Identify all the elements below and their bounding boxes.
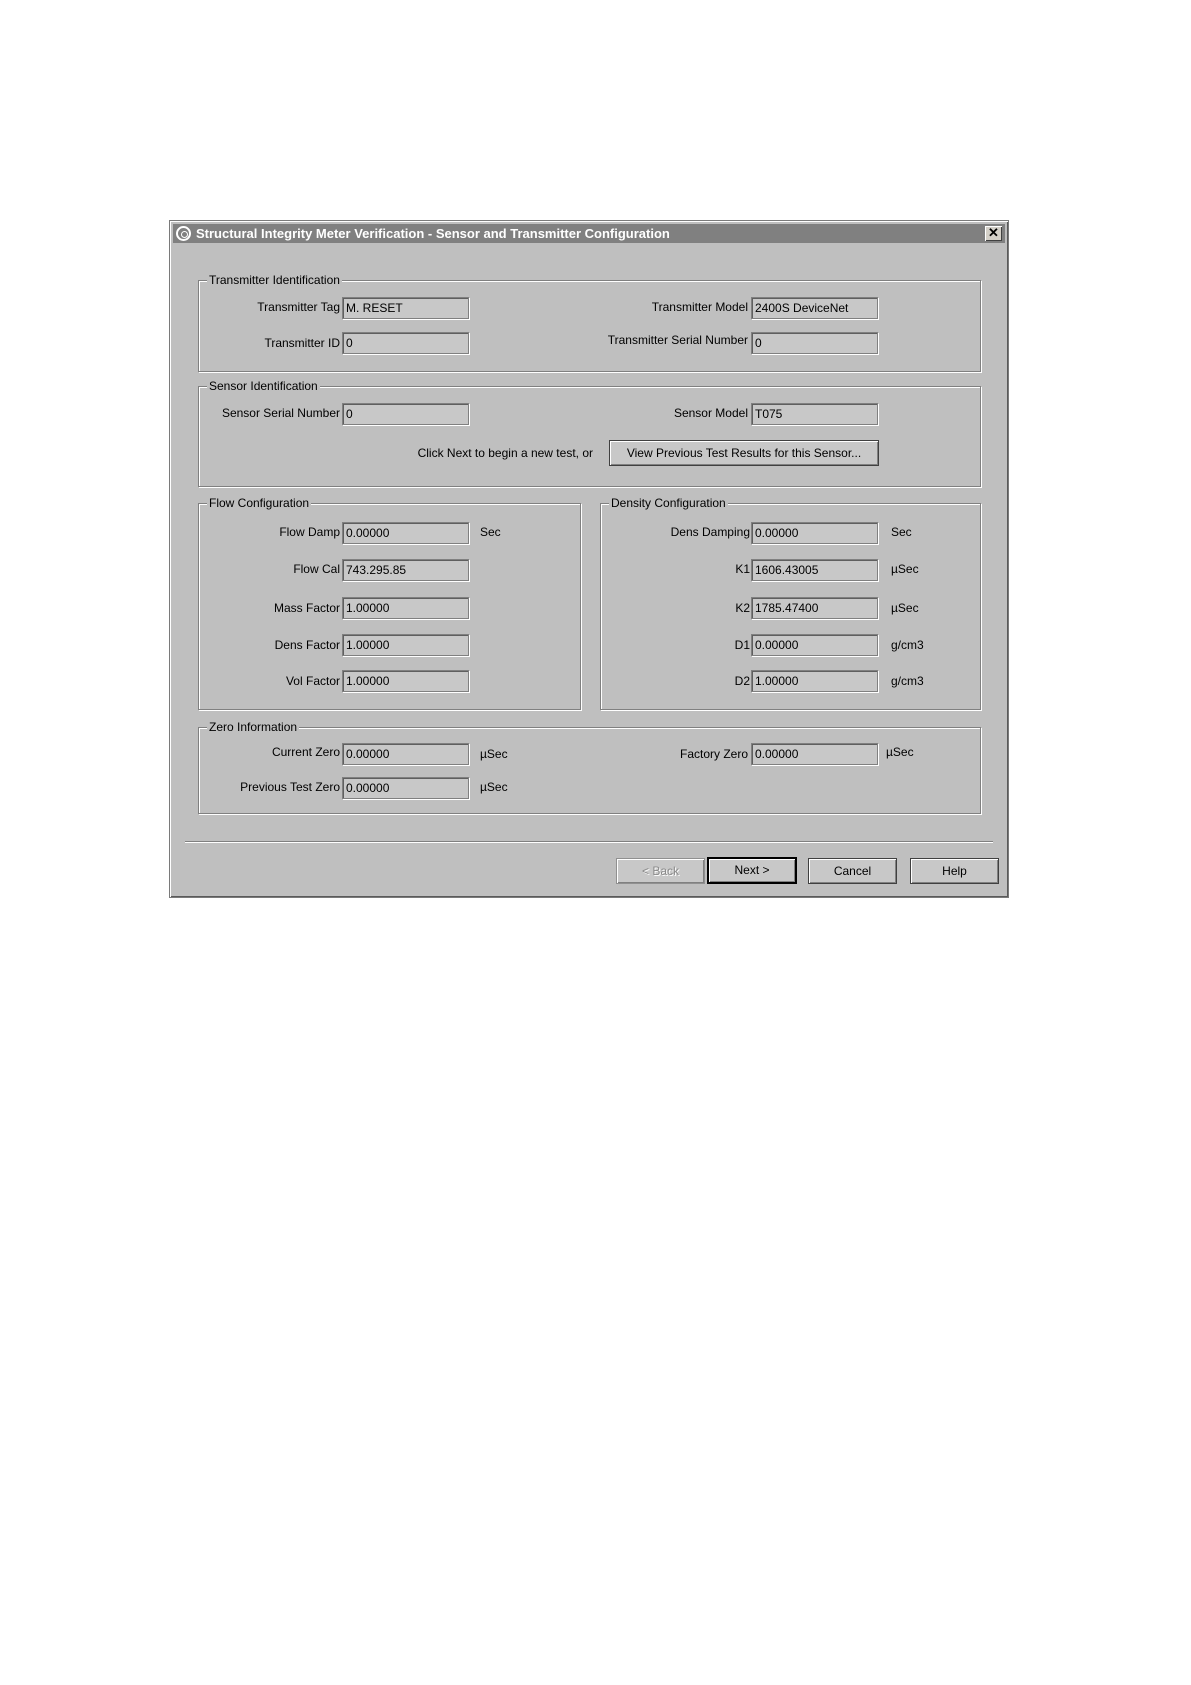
flow-damp-label: Flow Damp: [279, 525, 340, 539]
transmitter-identification-legend: Transmitter Identification: [209, 273, 340, 287]
transmitter-serial-number-label: Transmitter Serial Number: [607, 333, 748, 347]
previous-test-zero-label: Previous Test Zero: [240, 780, 340, 794]
factory-zero-field[interactable]: 0.00000: [751, 743, 878, 765]
flow-damp-field[interactable]: 0.00000: [342, 522, 469, 544]
window-title: Structural Integrity Meter Verification - Sensor and Transmitter Configuration: [196, 226, 670, 241]
transmitter-serial-number-field[interactable]: 0: [751, 332, 878, 354]
density-configuration-group: [600, 496, 981, 710]
transmitter-id-field[interactable]: 0: [342, 332, 469, 354]
sensor-identification-group: [198, 379, 981, 487]
app-logo-icon: [176, 226, 191, 241]
transmitter-tag-field[interactable]: M. RESET: [342, 297, 469, 319]
k2-field[interactable]: 1785.47400: [751, 597, 878, 619]
dens-damping-unit: Sec: [891, 525, 912, 539]
flow-damp-unit: Sec: [480, 525, 501, 539]
previous-test-zero-unit: µSec: [480, 780, 508, 794]
current-zero-field[interactable]: 0.00000: [342, 743, 469, 765]
d1-label: D1: [734, 638, 750, 652]
d2-label: D2: [734, 674, 750, 688]
flow-configuration-group: [198, 496, 581, 710]
cancel-button[interactable]: Cancel: [808, 858, 897, 884]
dens-damping-field[interactable]: 0.00000: [751, 522, 878, 544]
d1-field[interactable]: 0.00000: [751, 634, 878, 656]
wizard-window: [169, 220, 1009, 898]
sensor-serial-number-label: Sensor Serial Number: [221, 406, 340, 420]
vol-factor-label: Vol Factor: [285, 674, 340, 688]
transmitter-tag-label: Transmitter Tag: [257, 300, 340, 314]
current-zero-label: Current Zero: [271, 745, 340, 759]
transmitter-model-field[interactable]: 2400S DeviceNet: [751, 297, 878, 319]
sensor-model-field[interactable]: T075: [751, 403, 878, 425]
view-previous-results-button[interactable]: View Previous Test Results for this Sensor...: [609, 440, 879, 466]
sensor-identification-legend: Sensor Identification: [209, 379, 318, 393]
previous-test-zero-field[interactable]: 0.00000: [342, 777, 469, 799]
back-button[interactable]: < Back: [616, 858, 705, 884]
dens-damping-label: Dens Damping: [670, 525, 750, 539]
next-button[interactable]: Next >: [707, 857, 797, 884]
zero-information-group: [198, 720, 981, 814]
vol-factor-field[interactable]: 1.00000: [342, 670, 469, 692]
k1-field[interactable]: 1606.43005: [751, 559, 878, 581]
k2-label: K2: [735, 601, 750, 615]
sensor-serial-number-field[interactable]: 0: [342, 403, 469, 425]
current-zero-unit: µSec: [480, 747, 508, 761]
d2-field[interactable]: 1.00000: [751, 670, 878, 692]
d2-unit: g/cm3: [891, 674, 924, 688]
transmitter-id-label: Transmitter ID: [264, 336, 340, 350]
new-test-hint-text: Click Next to begin a new test, or: [417, 446, 593, 460]
d1-unit: g/cm3: [891, 638, 924, 652]
transmitter-model-label: Transmitter Model: [651, 300, 748, 314]
flow-configuration-legend: Flow Configuration: [209, 496, 310, 510]
factory-zero-unit: µSec: [886, 745, 914, 759]
dens-factor-field[interactable]: 1.00000: [342, 634, 469, 656]
button-separator: [185, 841, 993, 843]
transmitter-identification-group: [198, 273, 981, 372]
k1-unit: µSec: [891, 562, 919, 576]
title-bar: [173, 224, 1005, 243]
zero-information-legend: Zero Information: [209, 720, 298, 734]
sensor-model-label: Sensor Model: [673, 406, 748, 420]
dens-factor-label: Dens Factor: [274, 638, 340, 652]
factory-zero-label: Factory Zero: [679, 747, 748, 761]
flow-cal-label: Flow Cal: [293, 562, 340, 576]
k1-label: K1: [735, 562, 750, 576]
mass-factor-field[interactable]: 1.00000: [342, 597, 469, 619]
k2-unit: µSec: [891, 601, 919, 615]
close-button[interactable]: ✕: [985, 226, 1002, 241]
density-configuration-legend: Density Configuration: [611, 496, 726, 510]
help-button[interactable]: Help: [910, 858, 999, 884]
flow-cal-field[interactable]: 743.295.85: [342, 559, 469, 581]
mass-factor-label: Mass Factor: [273, 601, 340, 615]
